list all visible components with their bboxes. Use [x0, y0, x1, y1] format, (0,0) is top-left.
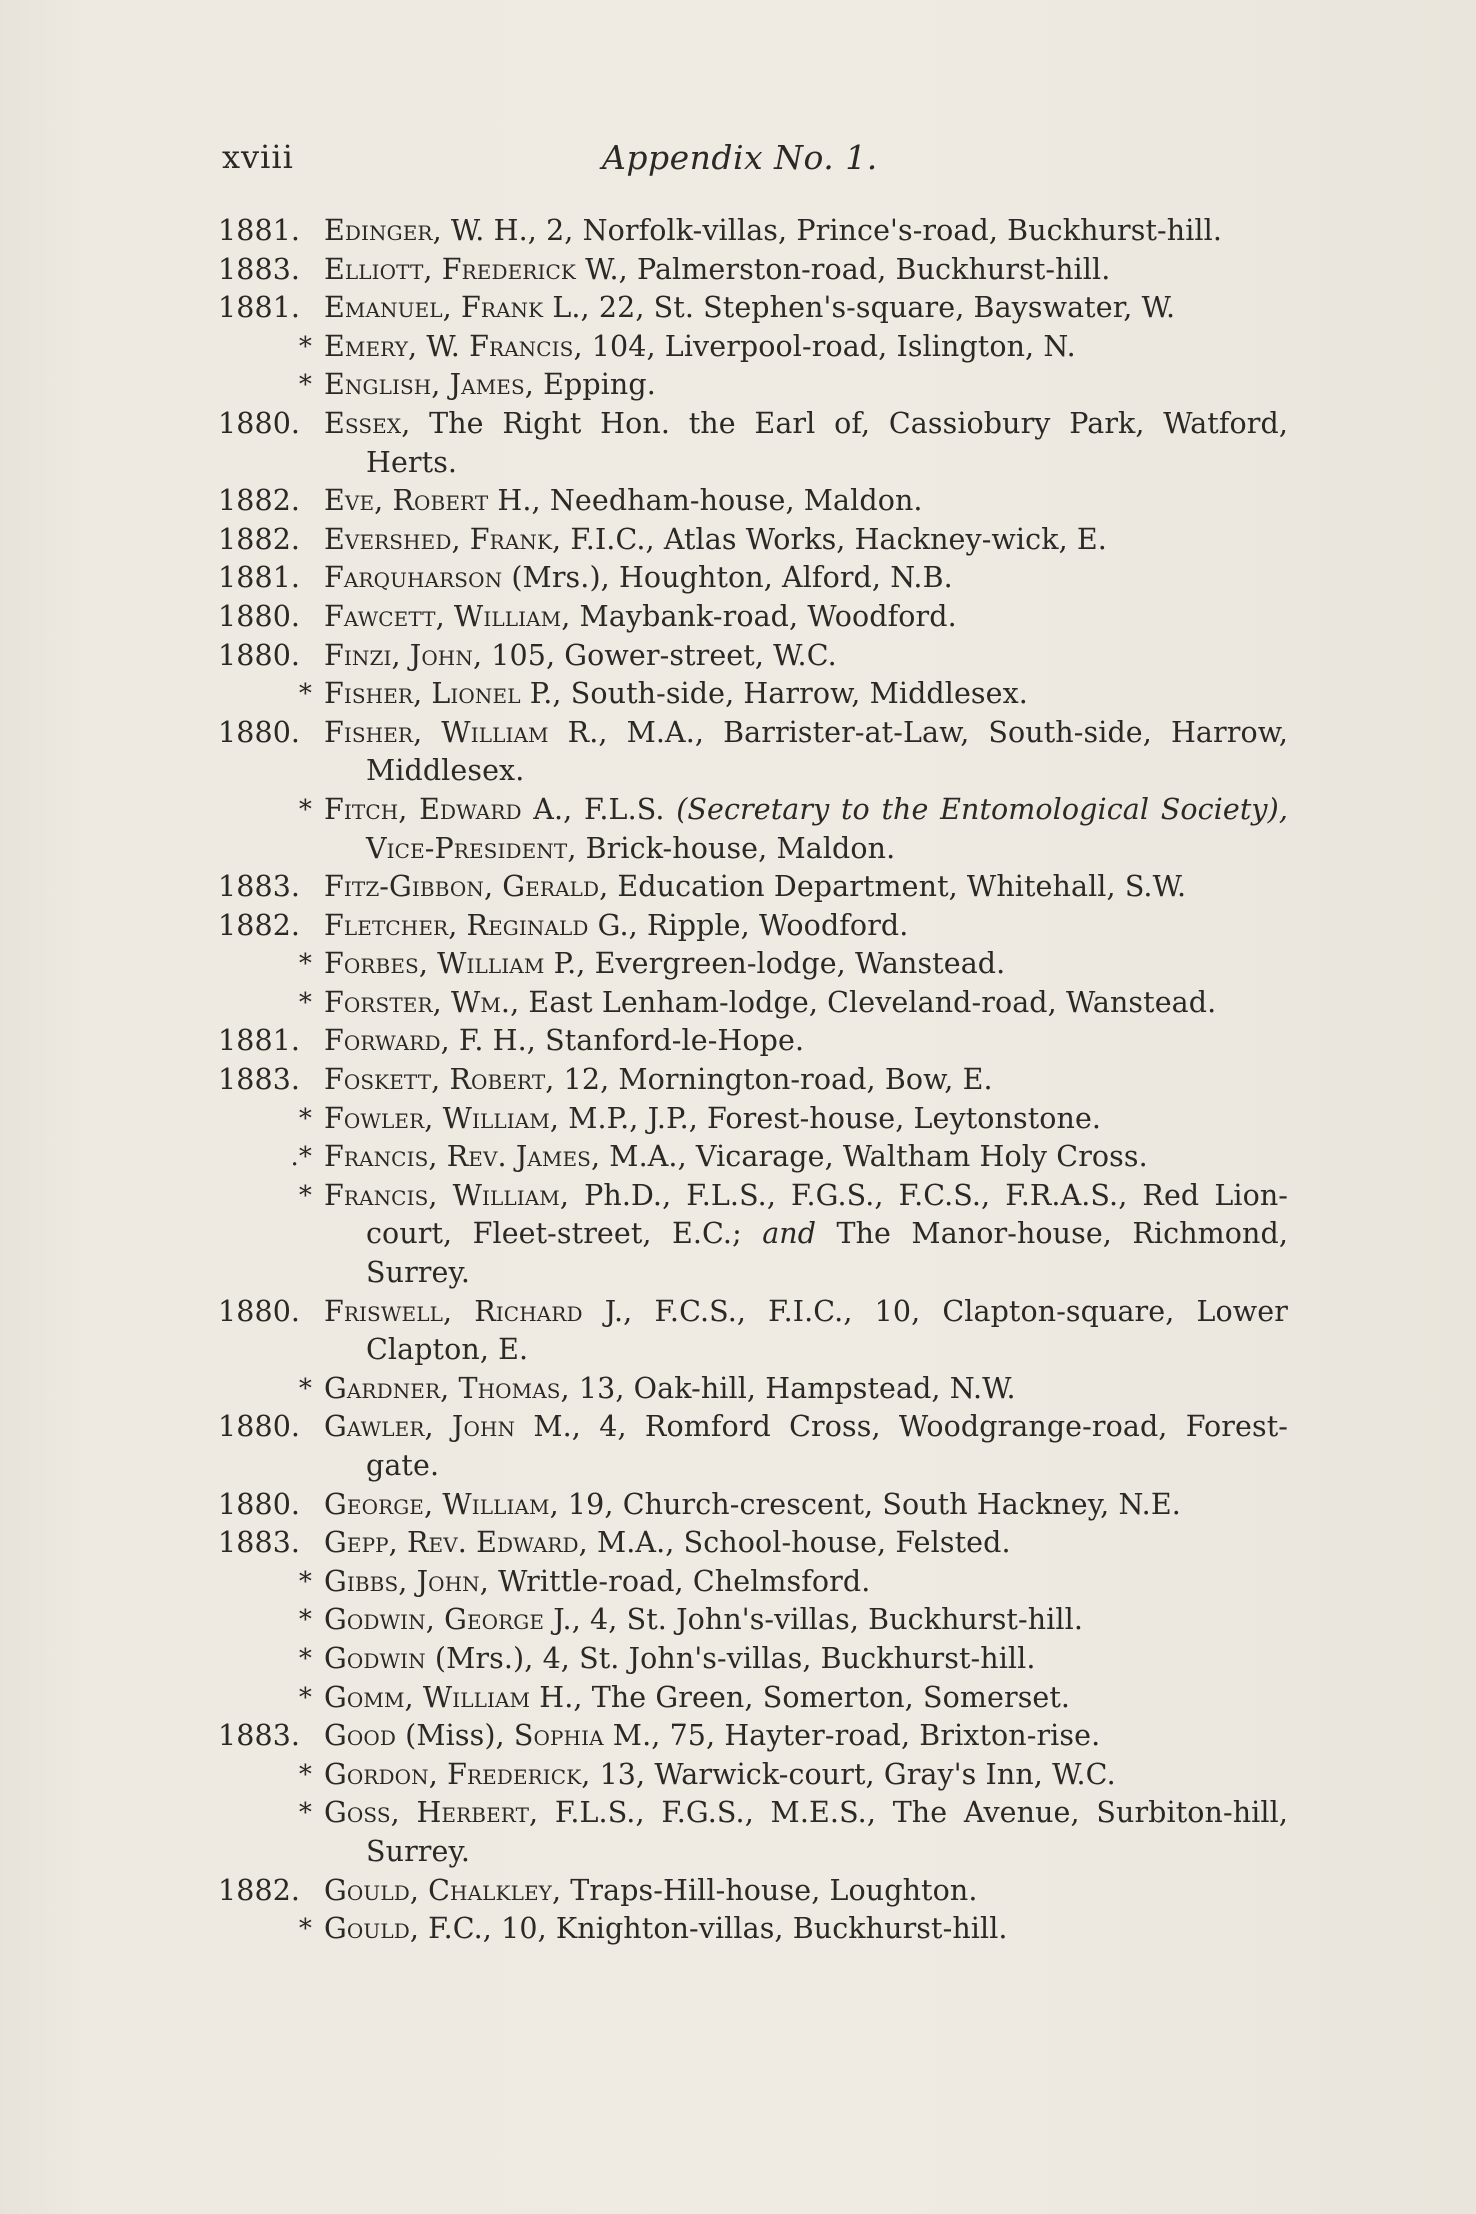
entry-text [324, 1177, 1288, 1293]
entry-text [324, 289, 1288, 328]
entry-year: 1883. [218, 1526, 301, 1560]
list-item [218, 1022, 1288, 1061]
entry-details: F.C., 10, Knighton-villas, Buckhurst-hill. [419, 1912, 1008, 1946]
entry-asterisk: * [298, 1605, 312, 1636]
entry-year: 1883. [218, 252, 301, 286]
list-item [218, 868, 1288, 907]
member-name: Godwin, George J., [324, 1603, 581, 1637]
entry-details: F.I.C., Atlas Works, Hackney-wick, E. [561, 522, 1107, 556]
list-item [218, 1486, 1288, 1525]
entry-text [324, 1601, 1288, 1640]
member-name: Gordon, Frederick, [324, 1757, 591, 1791]
entry-details: Needham-house, Maldon. [540, 484, 923, 518]
entry-asterisk: * [298, 1798, 312, 1829]
page-header [222, 138, 1282, 198]
entry-text [324, 1370, 1288, 1409]
entry-text [324, 675, 1288, 714]
entry-text [324, 984, 1288, 1023]
member-name: Gepp, Rev. Edward, [324, 1526, 588, 1560]
entry-year: 1881. [218, 561, 301, 595]
list-item [218, 1100, 1288, 1139]
entry-year: 1883. [218, 870, 301, 904]
list-item [218, 405, 1288, 482]
entry-text [324, 1061, 1288, 1100]
list-item [218, 521, 1288, 560]
member-name: Finzi, John, [324, 638, 483, 672]
entry-details: The Right Hon. the Earl of, Cassiobury Park, Watford, Herts. [366, 406, 1288, 479]
entry-text [324, 521, 1288, 560]
entry-details: 13, Oak-hill, Hampstead, N.W. [569, 1371, 1016, 1405]
entry-text [324, 907, 1288, 946]
entry-year: 1883. [218, 1063, 301, 1097]
entry-text [324, 366, 1288, 405]
entry-text [324, 1756, 1288, 1795]
member-name: English, James, [324, 368, 534, 402]
entry-details: Stanford-le-Hope. [535, 1024, 805, 1058]
member-name: Gawler, John M., [324, 1410, 581, 1444]
entry-details: 104, Liverpool-road, Islington, N. [582, 329, 1076, 363]
member-name: Fowler, William, [324, 1101, 560, 1135]
list-item [218, 1524, 1288, 1563]
list-item [218, 1177, 1288, 1293]
entry-details: Palmerston-road, Buckhurst-hill. [627, 252, 1111, 286]
entry-details: 13, Warwick-court, Gray's Inn, W.C. [590, 1757, 1116, 1791]
list-item [218, 1679, 1288, 1718]
entry-text [324, 1563, 1288, 1602]
entry-text [324, 637, 1288, 676]
member-name: Goss, Herbert, [324, 1796, 539, 1830]
entry-year: 1883. [218, 1719, 301, 1753]
list-item [218, 1756, 1288, 1795]
list-item [218, 1640, 1288, 1679]
member-name: Fletcher, Reginald G., [324, 908, 638, 942]
entry-asterisk: * [298, 1373, 312, 1404]
entry-year: 1882. [218, 908, 301, 942]
entry-details: 19, Church-crescent, South Hackney, N.E. [558, 1487, 1181, 1521]
entry-details: Maybank-road, Woodford. [570, 599, 957, 633]
entry-text [324, 1872, 1288, 1911]
entry-text [324, 559, 1288, 598]
list-item [218, 984, 1288, 1023]
entry-year: 1882. [218, 522, 301, 556]
entry-details: Traps-Hill-house, Loughton. [561, 1873, 978, 1907]
member-name: Forster, Wm., [324, 985, 520, 1019]
entry-year: 1880. [218, 1410, 301, 1444]
member-name: Eve, Robert H., [324, 484, 541, 518]
member-name: Fitch, Edward A., [324, 792, 573, 826]
member-name: Friswell, Richard J., [324, 1294, 633, 1328]
list-item [218, 598, 1288, 637]
entry-year: 1882. [218, 484, 301, 518]
entry-year: 1880. [218, 599, 301, 633]
member-name: Farquharson [324, 561, 503, 595]
entry-asterisk: * [298, 1566, 312, 1597]
entry-details: 22, St. Stephen's-square, Bayswater, W. [589, 291, 1176, 325]
entry-text [324, 1717, 1288, 1756]
entry-details: 12, Mornington-road, Bow, E. [554, 1063, 993, 1097]
list-item [218, 1293, 1288, 1370]
list-item [218, 482, 1288, 521]
entry-year: 1881. [218, 214, 301, 247]
list-item [218, 251, 1288, 290]
entry-text [324, 212, 1288, 251]
entry-text [324, 1138, 1288, 1177]
entry-asterisk: * [298, 949, 312, 980]
entry-details: (Miss), [396, 1719, 514, 1753]
entry-asterisk: * [298, 1759, 312, 1790]
entry-text [324, 598, 1288, 637]
member-name: Good [324, 1719, 396, 1753]
entry-year: 1882. [218, 1873, 301, 1907]
entry-details: M.A., Barrister-at-Law, South-side, Harrow, Middlesex. [366, 715, 1288, 788]
member-name: Elliott, Frederick W., [324, 252, 628, 286]
entry-year: 1880. [218, 406, 301, 440]
entry-details: Writtle-road, Chelmsford. [488, 1564, 871, 1598]
entry-text [324, 1408, 1288, 1485]
entry-text [324, 328, 1288, 367]
member-name: Vice-President, [366, 831, 577, 865]
member-name: Forbes, William P., [324, 947, 586, 981]
member-name: Fawcett, William, [324, 599, 571, 633]
entry-details: The Green, Somerton, Somerset. [582, 1680, 1071, 1714]
entry-details: The Manor-house, Richmond, Surrey. [366, 1217, 1288, 1290]
entry-year: 1880. [218, 715, 301, 749]
member-name: Essex, [324, 406, 411, 440]
entry-year: 1880. [218, 1487, 301, 1521]
member-name: Gardner, Thomas, [324, 1371, 570, 1405]
entry-text [324, 1794, 1288, 1871]
member-name: Fitz-Gibbon, Gerald, [324, 870, 609, 904]
entry-asterisk: .* [290, 1142, 312, 1173]
entry-text [324, 405, 1288, 482]
entry-details: Ph.D., F.L.S., F.G.S., F.C.S., F.R.A.S., Red Lion-court, Fleet-street, E.C.; [366, 1178, 1289, 1251]
entry-details: (Mrs.), Houghton, Alford, N.B. [502, 561, 953, 595]
list-item [218, 791, 1288, 868]
entry-text [324, 1486, 1288, 1525]
entry-details: F.L.S., F.G.S., M.E.S., The Avenue, Surbiton-hill, Surrey. [366, 1796, 1288, 1868]
list-item [218, 1138, 1288, 1177]
list-item [218, 714, 1288, 791]
list-item [218, 1601, 1288, 1640]
entry-details: F.L.S. [572, 792, 677, 826]
member-name: Sophia M., [513, 1719, 661, 1753]
entry-text [324, 1640, 1288, 1679]
entry-asterisk: * [298, 987, 312, 1018]
entry-text [324, 868, 1288, 907]
member-name: Forward, F. H., [324, 1024, 536, 1058]
entry-text [324, 251, 1288, 290]
entry-asterisk: * [298, 1103, 312, 1134]
entry-details: South-side, Harrow, Middlesex. [561, 677, 1028, 711]
list-item [218, 289, 1288, 328]
entry-details: 2, Norfolk-villas, Prince's-road, Buckhurst-hill. [536, 214, 1222, 247]
entry-text [324, 1679, 1288, 1718]
member-name: Gibbs, John, [324, 1564, 489, 1598]
entry-asterisk: * [298, 1682, 312, 1713]
entry-asterisk: * [298, 1180, 312, 1211]
entry-details: Ripple, Woodford. [637, 908, 909, 942]
list-item [218, 366, 1288, 405]
list-item [218, 1717, 1288, 1756]
entry-details: (Mrs.), 4, St. John's-villas, Buckhurst-hill. [425, 1641, 1036, 1675]
member-name: Gould, [324, 1912, 419, 1946]
member-name: Evershed, Frank, [324, 522, 562, 556]
list-item [218, 945, 1288, 984]
member-name: Francis, Rev. James, [324, 1140, 601, 1174]
member-list [218, 212, 1288, 1949]
entry-italic-note: and [762, 1217, 817, 1251]
entry-text [324, 1100, 1288, 1139]
list-item [218, 328, 1288, 367]
entry-italic-note: (Secretary to the Entomological Society), [676, 792, 1288, 826]
entry-details: 105, Gower-street, W.C. [482, 638, 837, 672]
entry-details: Epping. [533, 368, 656, 402]
entry-asterisk: * [298, 370, 312, 401]
entry-year: 1880. [218, 638, 301, 672]
list-item [218, 1563, 1288, 1602]
page-number: xviii [222, 138, 294, 176]
entry-text [324, 1293, 1288, 1370]
entry-details: M.A., Vicarage, Waltham Holy Cross. [600, 1140, 1148, 1174]
member-name: Francis, William, [324, 1178, 570, 1212]
list-item [218, 1061, 1288, 1100]
entry-details: 4, St. John's-villas, Buckhurst-hill. [580, 1603, 1083, 1637]
list-item [218, 907, 1288, 946]
member-name: Gould, Chalkley, [324, 1873, 562, 1907]
entry-text [324, 1022, 1288, 1061]
member-name: Edinger, W. H., [324, 214, 537, 247]
entry-asterisk: * [298, 1914, 312, 1945]
list-item [218, 675, 1288, 714]
entry-text [324, 791, 1288, 868]
list-item [218, 1408, 1288, 1485]
entry-year: 1881. [218, 291, 301, 325]
entry-text [324, 1910, 1288, 1949]
list-item [218, 637, 1288, 676]
entry-asterisk: * [298, 794, 312, 825]
list-item [218, 1910, 1288, 1949]
list-item [218, 1794, 1288, 1871]
member-name: Emery, W. Francis, [324, 329, 583, 363]
list-item [218, 1872, 1288, 1911]
list-item [218, 212, 1288, 251]
entry-text [324, 1524, 1288, 1563]
entry-asterisk: * [298, 1643, 312, 1674]
member-name: George, William, [324, 1487, 559, 1521]
entry-details: 75, Hayter-road, Brixton-rise. [660, 1719, 1101, 1753]
member-name: Fisher, Lionel P., [324, 677, 562, 711]
entry-details: East Lenham-lodge, Cleveland-road, Wanstead. [519, 985, 1217, 1019]
list-item [218, 559, 1288, 598]
entry-details: F.C.S., F.I.C., 10, Clapton-square, Lower Clapton, E. [366, 1294, 1288, 1367]
entry-details: Education Department, Whitehall, S.W. [608, 870, 1187, 904]
entry-asterisk: * [298, 331, 312, 362]
member-name: Godwin [324, 1641, 426, 1675]
member-name: Emanuel, Frank L., [324, 291, 590, 325]
entry-year: 1880. [218, 1294, 301, 1328]
entry-year: 1881. [218, 1024, 301, 1058]
entry-details: 4, Romford Cross, Woodgrange-road, Forest-gate. [366, 1410, 1288, 1482]
running-title: Appendix No. 1. [602, 138, 878, 177]
entry-details: M.A., School-house, Felsted. [587, 1526, 1011, 1560]
entry-details: Evergreen-lodge, Wanstead. [585, 947, 1006, 981]
entry-asterisk: * [298, 679, 312, 710]
member-name: Fisher, William R., [324, 715, 608, 749]
member-name: Gomm, William H., [324, 1680, 583, 1714]
entry-text [324, 482, 1288, 521]
entry-details: Brick-house, Maldon. [576, 831, 896, 865]
entry-details: M.P., J.P., Forest-house, Leytonstone. [559, 1101, 1102, 1135]
list-item [218, 1370, 1288, 1409]
entry-text [324, 714, 1288, 791]
entry-text [324, 945, 1288, 984]
member-name: Foskett, Robert, [324, 1063, 555, 1097]
